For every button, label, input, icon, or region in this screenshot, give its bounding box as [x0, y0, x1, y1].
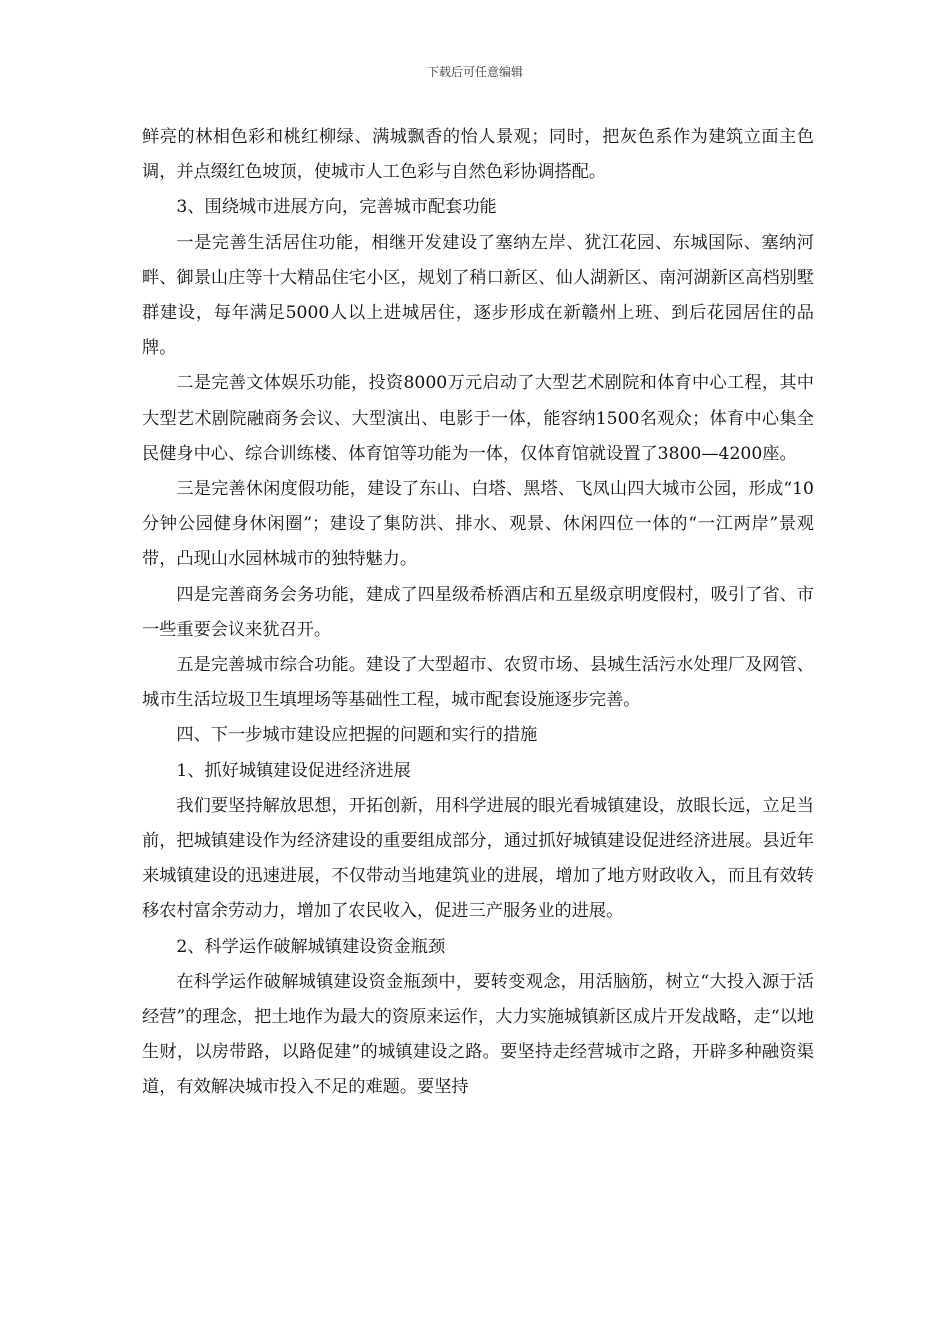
subsection-heading-1: 1、抓好城镇建设促进经济进展 [176, 760, 411, 781]
paragraph-color-scheme: 鲜亮的林相色彩和桃红柳绿、满城飘香的怡人景观；同时，把灰色系作为建筑立面主色调，并点缀红色坡顶，使城市人工色彩与自然色彩协调搭配。 [142, 127, 814, 183]
section-heading-3: 3、围绕城市进展方向，完善城市配套功能 [176, 197, 497, 218]
paragraph-living-function: 一是完善生活居住功能，相继开发建设了塞纳左岸、犹江花园、东城国际、塞纳河畔、御景山庄等十大精品住宅小区，规划了稍口新区、仙人湖新区、南河湖新区高档别墅群建设，每年满足5000人以上进城居住，逐步形成在新赣州上班、到后花园居住的品牌。 [142, 232, 814, 359]
subsection-heading-2: 2、科学运作破解城镇建设资金瓶颈 [176, 936, 446, 957]
paragraph-business-function: 四是完善商务会务功能，建成了四星级希桥酒店和五星级京明度假村，吸引了省、市一些重要会议来犹召开。 [142, 584, 814, 640]
paragraph-culture-function: 二是完善文体娱乐功能，投资8000万元启动了大型艺术剧院和体育中心工程，其中大型艺术剧院融商务会议、大型演出、电影于一体，能容纳1500名观众；体育中心集全民健身中心、综合训练楼、体育馆等功能为一体，仅体育馆就设置了3800—4200座。 [142, 373, 814, 464]
paragraph-funding: 在科学运作破解城镇建设资金瓶颈中，要转变观念，用活脑筋，树立“大投入源于活经营”的理念，把土地作为最大的资原来运作，大力实施城镇新区成片开发战略，走“以地生财，以房带路，以路促建”的城镇建设之路。要坚持走经营城市之路，开辟多种融资渠道，有效解决城市投入不足的难题。要坚持 [142, 971, 814, 1098]
paragraph-comprehensive-function: 五是完善城市综合功能。建设了大型超市、农贸市场、县城生活污水处理厂及网管、城市生活垃圾卫生填埋场等基础性工程，城市配套设施逐步完善。 [142, 655, 814, 711]
section-heading-4: 四、下一步城市建设应把握的问题和实行的措施 [176, 725, 538, 746]
paragraph-leisure-function: 三是完善休闲度假功能，建设了东山、白塔、黑塔、飞凤山四大城市公园，形成“10分钟公园健身休闲圈”；建设了集防洪、排水、观景、休闲四位一体的“一江两岸”景观带，凸现山水园林城市的独特魅力。 [142, 479, 814, 570]
page-header: 下载后可任意编辑 [426, 65, 523, 79]
document-body [142, 120, 814, 1106]
paragraph-economic-development: 我们要坚持解放思想，开拓创新，用科学进展的眼光看城镇建设，放眼长远，立足当前，把城镇建设作为经济建设的重要组成部分，通过抓好城镇建设促进经济进展。县近年来城镇建设的迅速进展，不仅带动当地建筑业的进展，增加了地方财政收入，而且有效转移农村富余劳动力，增加了农民收入，促进三产服务业的进展。 [142, 795, 814, 922]
